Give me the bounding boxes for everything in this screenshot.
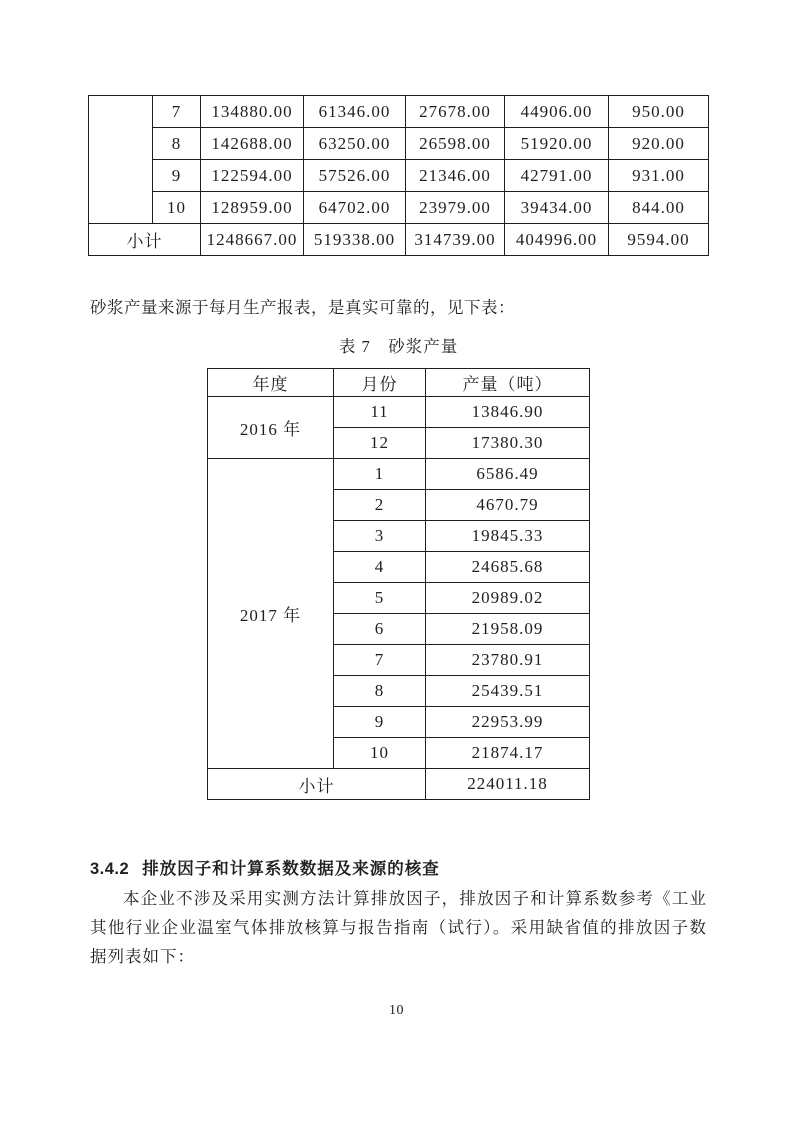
- month-cell: 12: [334, 428, 426, 459]
- value-cell: 950.00: [609, 96, 709, 128]
- intro-paragraph: 砂浆产量来源于每月生产报表，是真实可靠的，见下表：: [90, 298, 515, 317]
- month-cell: 4: [334, 552, 426, 583]
- value-cell: 17380.30: [426, 428, 590, 459]
- value-cell: 4670.79: [426, 490, 590, 521]
- table-row: [89, 192, 709, 224]
- month-cell: 6: [334, 614, 426, 645]
- table-row: [89, 128, 709, 160]
- month-cell: 1: [334, 459, 426, 490]
- value-cell: 23979.00: [406, 192, 505, 224]
- page-number: 10: [389, 1003, 404, 1018]
- value-cell: 27678.00: [406, 96, 505, 128]
- value-cell: 44906.00: [505, 96, 609, 128]
- month-cell: 7: [334, 645, 426, 676]
- monthly-energy-table: [88, 95, 709, 256]
- value-cell: 6586.49: [426, 459, 590, 490]
- header-cell-output: 产量（吨）: [426, 369, 590, 397]
- value-cell: 24685.68: [426, 552, 590, 583]
- merged-empty-cell: [89, 96, 153, 224]
- month-cell: 8: [153, 128, 201, 160]
- subtotal-label-cell: 小计: [208, 769, 426, 800]
- header-cell-month: 月份: [334, 369, 426, 397]
- table-row: [89, 160, 709, 192]
- value-cell: 21958.09: [426, 614, 590, 645]
- value-cell: 920.00: [609, 128, 709, 160]
- section-title: 排放因子和计算系数数据及来源的核查: [142, 860, 440, 878]
- value-cell: 404996.00: [505, 224, 609, 256]
- month-cell: 3: [334, 521, 426, 552]
- value-cell: 20989.02: [426, 583, 590, 614]
- table7-caption: 表 7 砂浆产量: [338, 337, 459, 356]
- value-cell: 64702.00: [304, 192, 406, 224]
- value-cell: 519338.00: [304, 224, 406, 256]
- month-cell: 8: [334, 676, 426, 707]
- mortar-production-table: [207, 368, 590, 800]
- value-cell: 63250.00: [304, 128, 406, 160]
- value-cell: 134880.00: [201, 96, 304, 128]
- value-cell: 314739.00: [406, 224, 505, 256]
- subtotal-row: [89, 224, 709, 256]
- year-cell: 2016 年: [208, 397, 334, 459]
- value-cell: 19845.33: [426, 521, 590, 552]
- subtotal-row: [208, 769, 590, 800]
- section-heading-3-4-2: [90, 855, 710, 879]
- header-row: [208, 369, 590, 397]
- body-paragraph: [90, 884, 707, 971]
- value-cell: 57526.00: [304, 160, 406, 192]
- paragraph-line: 据列表如下：: [90, 947, 195, 966]
- value-cell: 931.00: [609, 160, 709, 192]
- table-row: [208, 397, 590, 428]
- value-cell: 224011.18: [426, 769, 590, 800]
- value-cell: 21346.00: [406, 160, 505, 192]
- value-cell: 39434.00: [505, 192, 609, 224]
- month-cell: 7: [153, 96, 201, 128]
- month-cell: 10: [334, 738, 426, 769]
- year-cell: 2017 年: [208, 459, 334, 769]
- table-row: [208, 459, 590, 490]
- value-cell: 51920.00: [505, 128, 609, 160]
- value-cell: 1248667.00: [201, 224, 304, 256]
- table-row: [89, 96, 709, 128]
- value-cell: 22953.99: [426, 707, 590, 738]
- value-cell: 13846.90: [426, 397, 590, 428]
- value-cell: 128959.00: [201, 192, 304, 224]
- value-cell: 122594.00: [201, 160, 304, 192]
- value-cell: 61346.00: [304, 96, 406, 128]
- paragraph-line: 本企业不涉及采用实测方法计算排放因子，排放因子和计算系数参考《工业: [123, 889, 707, 908]
- section-number: 3.4.2: [90, 860, 130, 878]
- month-cell: 5: [334, 583, 426, 614]
- month-cell: 9: [153, 160, 201, 192]
- value-cell: 9594.00: [609, 224, 709, 256]
- value-cell: 844.00: [609, 192, 709, 224]
- paragraph-line: 其他行业企业温室气体排放核算与报告指南（试行）。采用缺省值的排放因子数: [90, 918, 707, 937]
- month-cell: 11: [334, 397, 426, 428]
- month-cell: 10: [153, 192, 201, 224]
- value-cell: 142688.00: [201, 128, 304, 160]
- value-cell: 21874.17: [426, 738, 590, 769]
- value-cell: 25439.51: [426, 676, 590, 707]
- value-cell: 23780.91: [426, 645, 590, 676]
- value-cell: 26598.00: [406, 128, 505, 160]
- header-cell-year: 年度: [208, 369, 334, 397]
- subtotal-label-cell: 小计: [89, 224, 201, 256]
- value-cell: 42791.00: [505, 160, 609, 192]
- month-cell: 2: [334, 490, 426, 521]
- month-cell: 9: [334, 707, 426, 738]
